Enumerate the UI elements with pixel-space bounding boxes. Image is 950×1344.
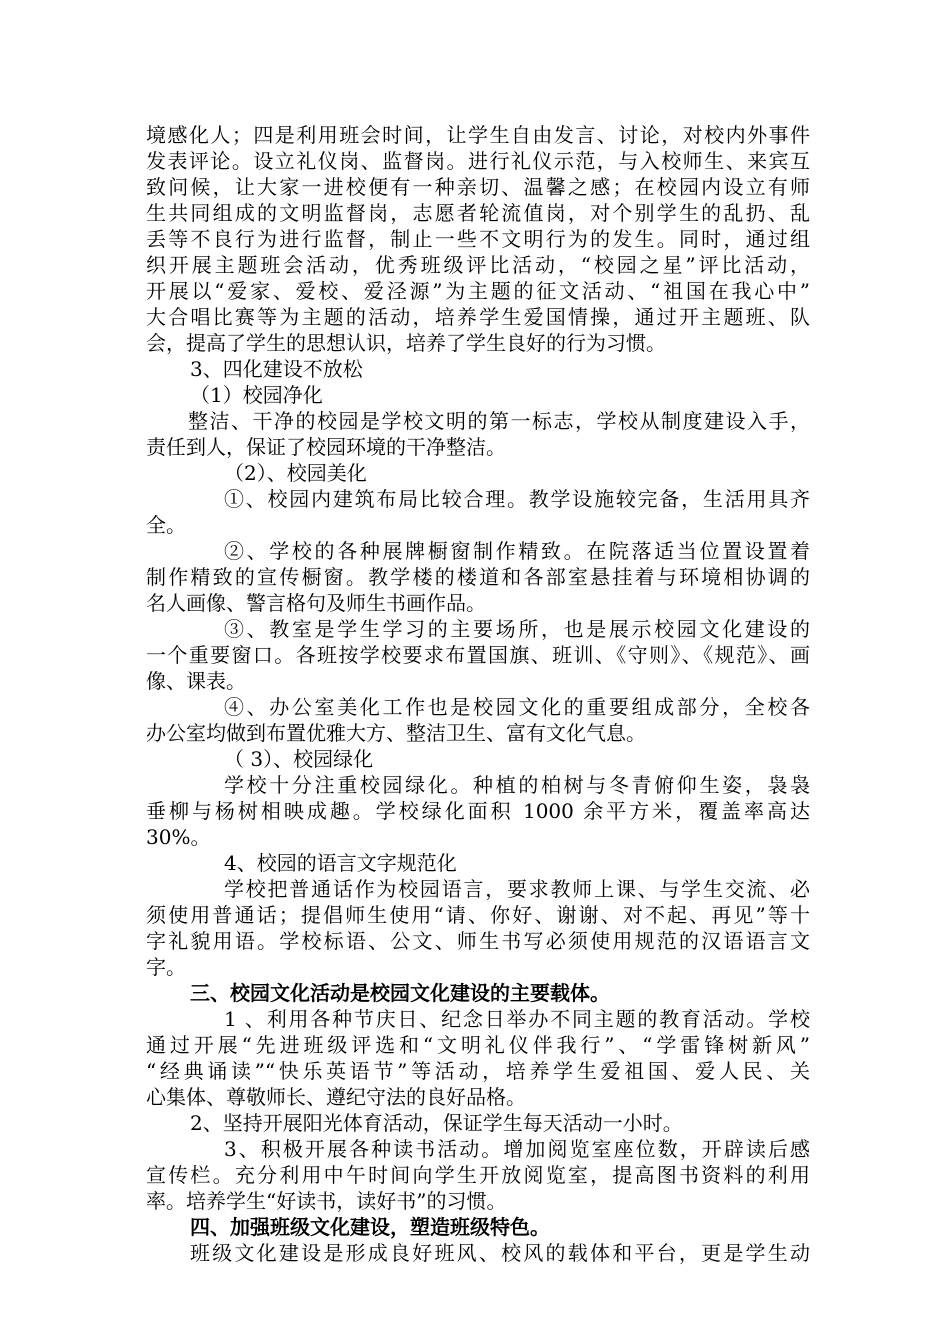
document-body: [146, 122, 810, 1266]
text-line: 30%。: [146, 825, 211, 849]
text-line: 一个重要窗口。各班按学校要求布置国旗、班训、《守则》、《规范》、画: [146, 643, 810, 667]
text-line: 会，提高了学生的思想认识，培养了学生良好的行为习惯。: [146, 331, 666, 355]
text-line: ②、学校的各种展牌橱窗制作精致。在院落适当位置设置着: [224, 539, 810, 563]
text-line: ①、校园内建筑布局比较合理。教学设施较完备，生活用具齐: [224, 487, 810, 511]
text-line: 字礼貌用语。学校标语、公文、师生书写必须使用规范的汉语语言文: [146, 929, 810, 953]
text-line: 像、课表。: [146, 669, 246, 693]
text-line: 境感化人；四是利用班会时间，让学生自由发言、讨论，对校内外事件: [146, 123, 810, 147]
text-line: 责任到人，保证了校园环境的干净整洁。: [146, 435, 506, 459]
text-line: “经典诵读”“快乐英语节”等活动，培养学生爱祖国、爱人民、关: [146, 1059, 810, 1083]
text-line: 字。: [146, 955, 186, 979]
text-line: 心集体、尊敬师长、遵纪守法的良好品格。: [146, 1085, 526, 1109]
text-line: 织开展主题班会活动，优秀班级评比活动，“校园之星”评比活动，: [146, 253, 810, 277]
text-line: 丢等不良行为进行监督，制止一些不文明行为的发生。同时，通过组: [146, 227, 810, 251]
text-line: 垂柳与杨树相映成趣。学校绿化面积 1000 余平方米，覆盖率高达: [146, 799, 810, 823]
text-line: 班级文化建设是形成良好班风、校风的载体和平台，更是学生动: [190, 1241, 810, 1265]
text-line: 通过开展“先进班级评选和“文明礼仪伴我行”、“学雷锋树新风”: [146, 1033, 810, 1057]
text-line: ④、办公室美化工作也是校园文化的重要组成部分，全校各: [224, 695, 810, 719]
text-line: 宣传栏。充分利用中午时间向学生开放阅览室，提高图书资料的利用: [146, 1163, 810, 1187]
section-heading-line: 四、加强班级文化建设，塑造班级特色。: [190, 1215, 550, 1239]
text-line: ③、教室是学生学习的主要场所，也是展示校园文化建设的: [224, 617, 810, 641]
text-line: 开展以“爱家、爱校、爱泾源”为主题的征文活动、“祖国在我心中”: [146, 279, 810, 303]
text-line: 4、校园的语言文字规范化: [224, 851, 457, 875]
text-line: 率。培养学生“好读书，读好书”的习惯。: [146, 1189, 507, 1213]
text-line: 学校十分注重校园绿化。种植的柏树与冬青俯仰生姿，袅袅: [224, 773, 810, 797]
text-line: 全。: [146, 513, 186, 537]
text-line: 大合唱比赛等为主题的活动，培养学生爱国情操，通过开主题班、队: [146, 305, 810, 329]
text-line: 整洁、干净的校园是学校文明的第一标志，学校从制度建设入手，: [188, 409, 810, 433]
text-line: 生共同组成的文明监督岗，志愿者轮流值岗，对个别学生的乱扔、乱: [146, 201, 810, 225]
text-line: 办公室均做到布置优雅大方、整洁卫生、富有文化气息。: [146, 721, 646, 745]
text-line: （ 3）、校园绿化: [224, 747, 374, 771]
text-line: 制作精致的宣传橱窗。教学楼的楼道和各部室悬挂着与环境相协调的: [146, 565, 810, 589]
text-line: 3、积极开展各种读书活动。增加阅览室座位数，开辟读后感: [224, 1137, 810, 1161]
text-line: 须使用普通话；提倡师生使用“请、你好、谢谢、对不起、再见”等十: [146, 903, 810, 927]
text-line: 致问候，让大家一进校便有一种亲切、温馨之感；在校园内设立有师: [146, 175, 810, 199]
section-heading-line: 三、校园文化活动是校园文化建设的主要载体。: [190, 981, 610, 1005]
text-line: （1）校园净化: [190, 383, 323, 407]
text-line: 2、坚持开展阳光体育活动，保证学生每天活动一小时。: [190, 1111, 683, 1135]
text-line: 发表评论。设立礼仪岗、监督岗。进行礼仪示范，与入校师生、来宾互: [146, 149, 810, 173]
text-line: 名人画像、警言格句及师生书画作品。: [146, 591, 486, 615]
text-line: 3、四化建设不放松: [190, 357, 363, 381]
text-line: 1 、利用各种节庆日、纪念日举办不同主题的教育活动。学校: [224, 1007, 810, 1031]
text-line: 学校把普通话作为校园语言，要求教师上课、与学生交流、必: [224, 877, 810, 901]
text-line: （2）、校园美化: [224, 461, 367, 485]
